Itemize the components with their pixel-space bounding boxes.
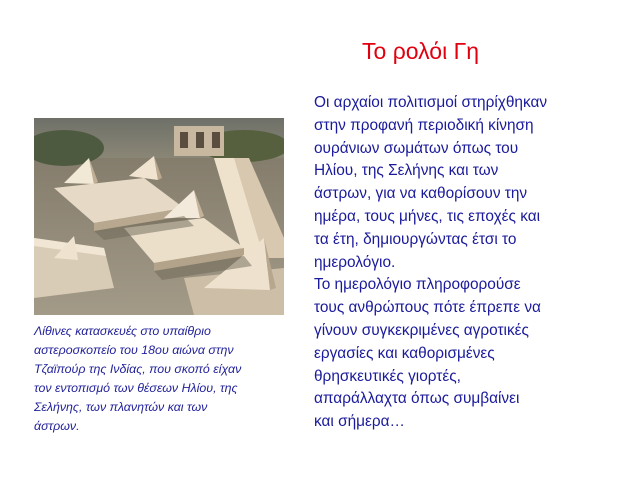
body-line: ημέρα, τους μήνες, τις εποχές και [314, 207, 541, 225]
photo-caption [34, 322, 296, 436]
caption-line: Λίθινες κατασκευές στο υπαίθριο [34, 324, 211, 338]
body-line: γίνουν συγκεκριμένες αγροτικές [314, 321, 529, 339]
body-line: θρησκευτικές γιορτές, [314, 367, 461, 385]
caption-line: αστεροσκοπείο του 18ου αιώνα στην [34, 343, 234, 357]
caption-line: τον εντοπισμό των θέσεων Ηλίου, της [34, 381, 238, 395]
slide-title: Το ρολόι Γη [362, 38, 480, 64]
caption-line: άστρων. [34, 419, 80, 433]
body-line: και σήμερα… [314, 413, 405, 431]
body-line: Το ημερολόγιο πληροφορούσε [314, 276, 521, 294]
caption-line: Τζαϊπούρ της Ινδίας, που σκοπό είχαν [34, 362, 242, 376]
body-line: απαράλλαχτα όπως συμβαίνει [314, 390, 520, 408]
caption-line: Σελήνης, των πλανητών και των [34, 400, 208, 414]
observatory-photo [34, 118, 284, 315]
body-line: στην προφανή περιοδική κίνηση [314, 116, 534, 134]
body-line: εργασίες και καθορισμένες [314, 344, 495, 362]
body-line: ημερολόγιο. [314, 253, 396, 271]
body-line: άστρων, για να καθορίσουν την [314, 185, 528, 203]
body-line: τα έτη, δημιουργώντας έτσι το [314, 230, 517, 248]
body-line: Οι αρχαίοι πολιτισμοί στηρίχθηκαν [314, 94, 548, 111]
body-line: ουράνιων σωμάτων όπως του [314, 139, 519, 157]
body-text [314, 92, 614, 434]
body-line: Ηλίου, της Σελήνης και των [314, 162, 499, 180]
body-line: τους ανθρώπους πότε έπρεπε να [314, 299, 541, 317]
